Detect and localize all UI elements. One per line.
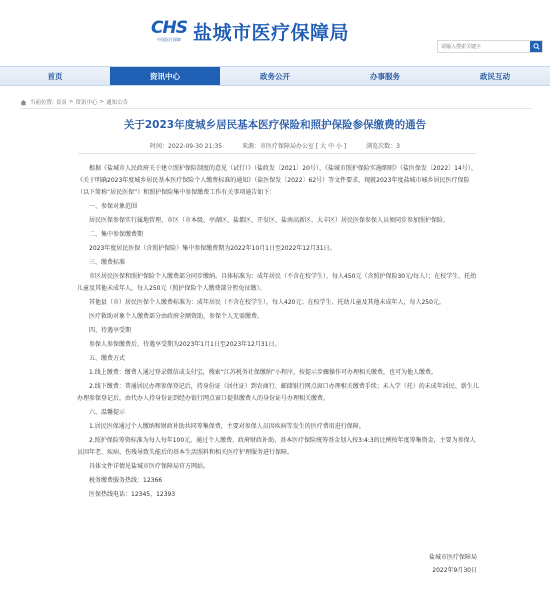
paragraph: 1.线上缴费：缴费人通过登录微信或支付宝，搜索“江苏税务社保缴纳”小程序，按提示步骤操作可办理相关缴费，也可为他人缴费。: [89, 369, 437, 376]
breadcrumb-news[interactable]: 资讯中心: [75, 100, 98, 106]
paragraph: 根据《盐城市人民政府关于建立照护保险制度的意见（试行）》（盐政发〔2021〕20号）、《盐城市照护保险实施细则》（盐医保发〔2022〕14号）、《关于明确2023年度城乡居民基本医疗保险个人缴费标准的通知》（盐医保发〔2022〕62号）等文件要求，现就2023年度盐城市城乡居民医疗保险（以下简称“居民医保”）和照护保险集中参保缴费工作有关事项通告如下：: [77, 165, 477, 196]
hotline-medical: 医保热线电话：12345、12393: [89, 491, 176, 498]
paragraph: 1.居民医保通过个人缴纳和财政补助共同筹集保费，主要对参保人员因疾病等发生的医疗费用进行保障。: [89, 423, 365, 430]
nav-item-gov-affairs[interactable]: 政务公开: [260, 72, 290, 81]
section-heading: 五、缴费方式: [89, 355, 126, 362]
breadcrumb-separator: >: [68, 99, 74, 105]
article-signature: [429, 551, 477, 577]
paragraph: 参保人参保缴费后，待遇享受期为2023年1月1日至2023年12月31日。: [89, 341, 281, 348]
paragraph: 具体文件详情见盐城市医疗保障局官方网站。: [89, 463, 210, 470]
breadcrumb-separator: >: [99, 99, 105, 105]
home-icon: [20, 99, 27, 106]
section-heading: 三、缴费标准: [89, 259, 126, 266]
nav-item-interaction[interactable]: 政民互动: [480, 72, 510, 81]
signature-org: 盐城市医疗保障局: [428, 554, 477, 561]
meta-views: 浏览次数：3: [366, 143, 400, 150]
meta-source[interactable]: 来源：市医疗保障局办公室 [ 大 中 小 ]: [242, 143, 347, 150]
article-title: 关于2023年度城乡居民基本医疗保险和照护保险参保缴费的通告: [123, 119, 427, 131]
site-logo[interactable]: [150, 18, 349, 45]
breadcrumb-prefix: 当前位置:: [30, 100, 54, 106]
paragraph: 居民医保参保实行属地管理，市区（市本级、亭湖区、盐都区、开发区、盐南高新区、大丰区）居民医保参保人员须同步参加照护保险。: [89, 217, 450, 224]
breadcrumb: [20, 98, 130, 106]
section-heading: 四、待遇享受期: [89, 327, 132, 334]
paragraph: 市区居民医保和照护保险个人缴费部分同步缴纳。具体标准为：成年居民（不含在校学生），每人450元（含照护保险30元/每人）；在校学生、托幼儿童及其他未成年人，每人250元（照护保险个人缴费部分暂免征缴）。: [77, 273, 477, 292]
article-meta: [0, 141, 550, 150]
breadcrumb-home[interactable]: 首页: [55, 100, 67, 106]
paragraph: 医疗救助对象个人缴费部分由政府全额资助，参保个人无需缴费。: [89, 313, 264, 320]
meta-divider: [78, 153, 476, 154]
logo-chs-text: CHS: [151, 17, 187, 38]
nav-item-news[interactable]: 资讯中心: [110, 67, 220, 85]
hotline-tax: 税务缴费服务热线：12366: [89, 477, 163, 484]
search-button[interactable]: [530, 41, 542, 52]
article-body: [77, 163, 479, 503]
breadcrumb-divider: [20, 108, 532, 109]
nav-item-services[interactable]: 办事服务: [370, 72, 400, 81]
paragraph: 其他县（市）居民医保个人缴费标准为：成年居民（不含在校学生），每人420元；在校学生、托幼儿童及其他未成年人，每人250元。: [89, 299, 445, 306]
paragraph: 2.线下缴费：普通居民办理参保登记后，持身份证（居住证）到农商行、邮储银行网点窗口办理相关缴费手续；未入学（托）的未成年居民、新生儿办理参保登记后，由代办人持身份证到经办银行网点窗口提供缴费人的身份证号办理相关缴费。: [77, 383, 479, 402]
search-input[interactable]: [438, 41, 530, 52]
paragraph: 2.照护保险筹资标准为每人每年100元，通过个人缴费、政府财政补助、基本医疗保险统筹基金划入按3:4:3的比例按年度筹集资金，主要为参保人员因年老、疾病、伤残导致失能后的基本生活照料和相关医疗护理服务进行保障。: [77, 437, 476, 456]
site-title: 盐城市医疗保障局: [193, 22, 350, 44]
nav-item-home[interactable]: 首页: [47, 72, 63, 81]
section-heading: 一、参保对象范围: [89, 203, 138, 210]
search-icon: [533, 43, 540, 50]
section-heading: 六、温馨提示: [89, 409, 126, 416]
main-nav: [0, 66, 550, 86]
breadcrumb-notices[interactable]: 通知公告: [106, 100, 129, 106]
signature-date: 2022年9月30日: [432, 567, 477, 574]
meta-time: 时间：2022-09-30 21:35: [150, 143, 223, 150]
section-heading: 二、集中参保缴费期: [89, 231, 144, 238]
search-box: [437, 40, 543, 53]
chs-emblem: [150, 19, 188, 45]
logo-sub-text: 中国医疗保障: [157, 36, 181, 42]
paragraph: 2023年度居民医保（含照护保险）集中参保缴费期为2022年10月1日至2022年12月31日。: [89, 245, 336, 252]
site-header: [0, 0, 550, 66]
